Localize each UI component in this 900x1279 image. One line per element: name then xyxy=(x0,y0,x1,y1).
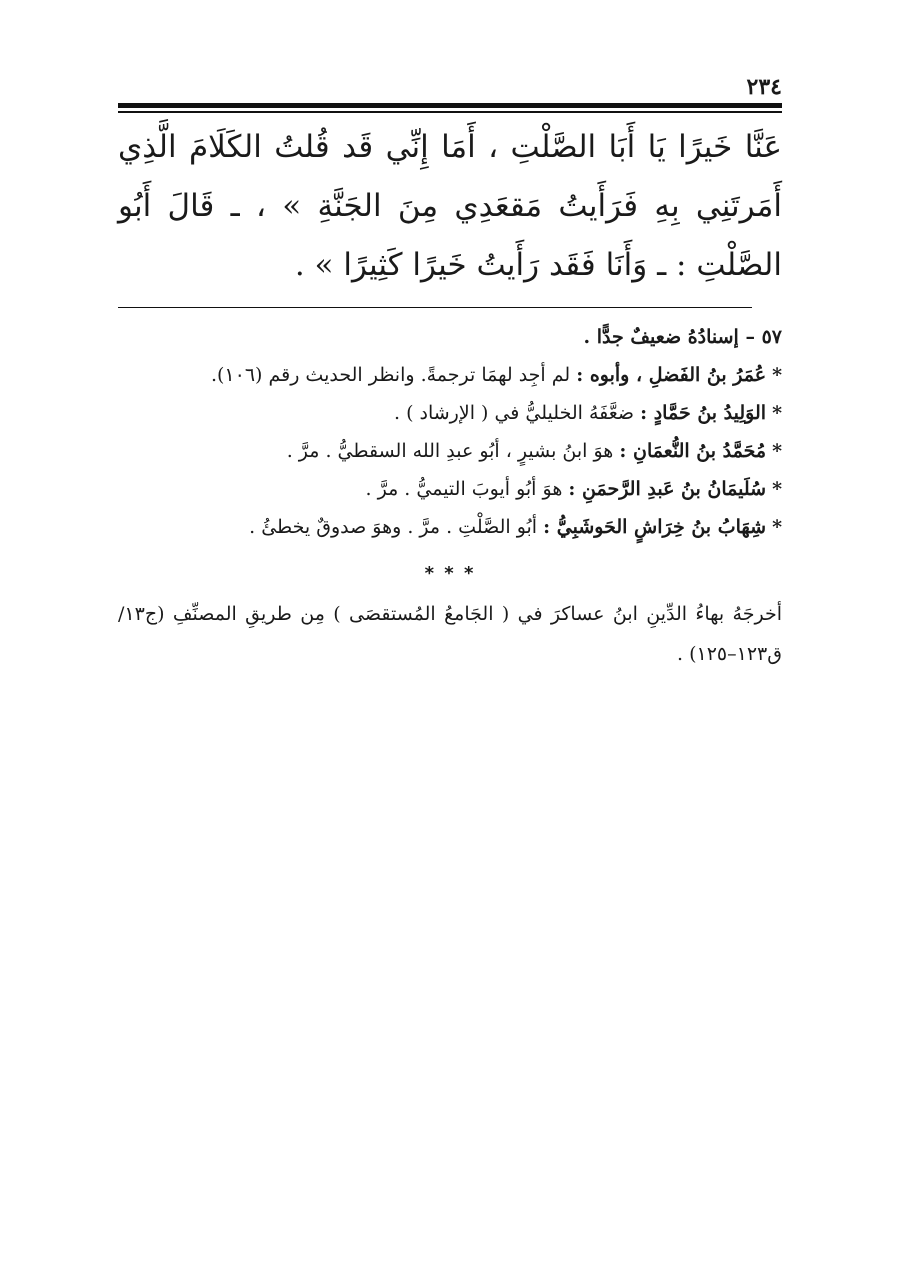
narrator-name: مُحَمَّدُ بنُ النُّعمَانِ : xyxy=(619,440,767,462)
narrator-note: لم أجِد لهمَا ترجمةً. وانظر الحديث رقم (١٠٦). xyxy=(210,364,577,386)
bullet-star-icon: * xyxy=(772,478,782,500)
footnote-item xyxy=(118,470,782,508)
footnote-separator-rule xyxy=(118,307,752,308)
bullet-star-icon: * xyxy=(772,364,782,386)
header-rule-thick xyxy=(118,103,782,108)
footnote-item xyxy=(118,432,782,470)
page-number: ٢٣٤ xyxy=(746,74,782,100)
footnote-item xyxy=(118,394,782,432)
footnotes xyxy=(118,318,782,546)
narrator-name: عُمَرُ بنُ الفَضلِ ، وأبوه : xyxy=(576,364,767,386)
narrator-note: ضعَّفَهُ الخليليُّ في ( الإرشاد ) . xyxy=(393,402,641,424)
narrator-note: أبُو الصَّلْتِ . مرَّ . وهوَ صدوقٌ يخطئُ . xyxy=(249,516,544,538)
header-rule-thin xyxy=(118,111,782,113)
source-note: أخرجَهُ بهاءُ الدِّينِ ابنُ عساكرَ في ( الجَامعُ المُستقصَى ) مِن طريقِ المصنِّفِ (ج١٣/ ق١٢٣–١٢٥) . xyxy=(118,603,782,665)
bullet-star-icon: * xyxy=(772,440,782,462)
footnote-heading: ٥٧ – إسنادُهُ ضعيفٌ جدًّا . xyxy=(583,326,782,348)
main-text: عَنَّا خَيرًا يَا أَبَا الصَّلْتِ ، أَمَا إِنِّي قَد قُلتُ الكَلَامَ الَّذِي أَمَرتَنِي بِهِ فَرَأَيتُ مَقعَدِي مِنَ الجَنَّةِ » ، ـ قَالَ أَبُو الصَّلْتِ : ـ وَأَنَا فَقَد رَأَيتُ خَيرًا كَثِيرًا » . xyxy=(118,129,783,283)
bullet-star-icon: * xyxy=(772,402,782,424)
narrator-name: شِهَابُ بنُ خِرَاشٍ الحَوشَبِيُّ : xyxy=(543,516,767,538)
narrator-note: هوَ أبُو أيوبَ التيميُّ . مرَّ . xyxy=(365,478,569,500)
footnote-item xyxy=(118,356,782,394)
footnote-item xyxy=(118,508,782,546)
section-separator: * * * xyxy=(424,563,476,584)
narrator-note: هوَ ابنُ بشيرٍ ، أبُو عبدِ الله السقطيُّ . مرَّ . xyxy=(286,440,620,462)
narrator-name: سُلَيمَانُ بنُ عَبدِ الرَّحمَنِ : xyxy=(568,478,767,500)
bullet-star-icon: * xyxy=(772,516,782,538)
narrator-name: الوَلِيدُ بنُ حَمَّادٍ : xyxy=(640,402,767,424)
